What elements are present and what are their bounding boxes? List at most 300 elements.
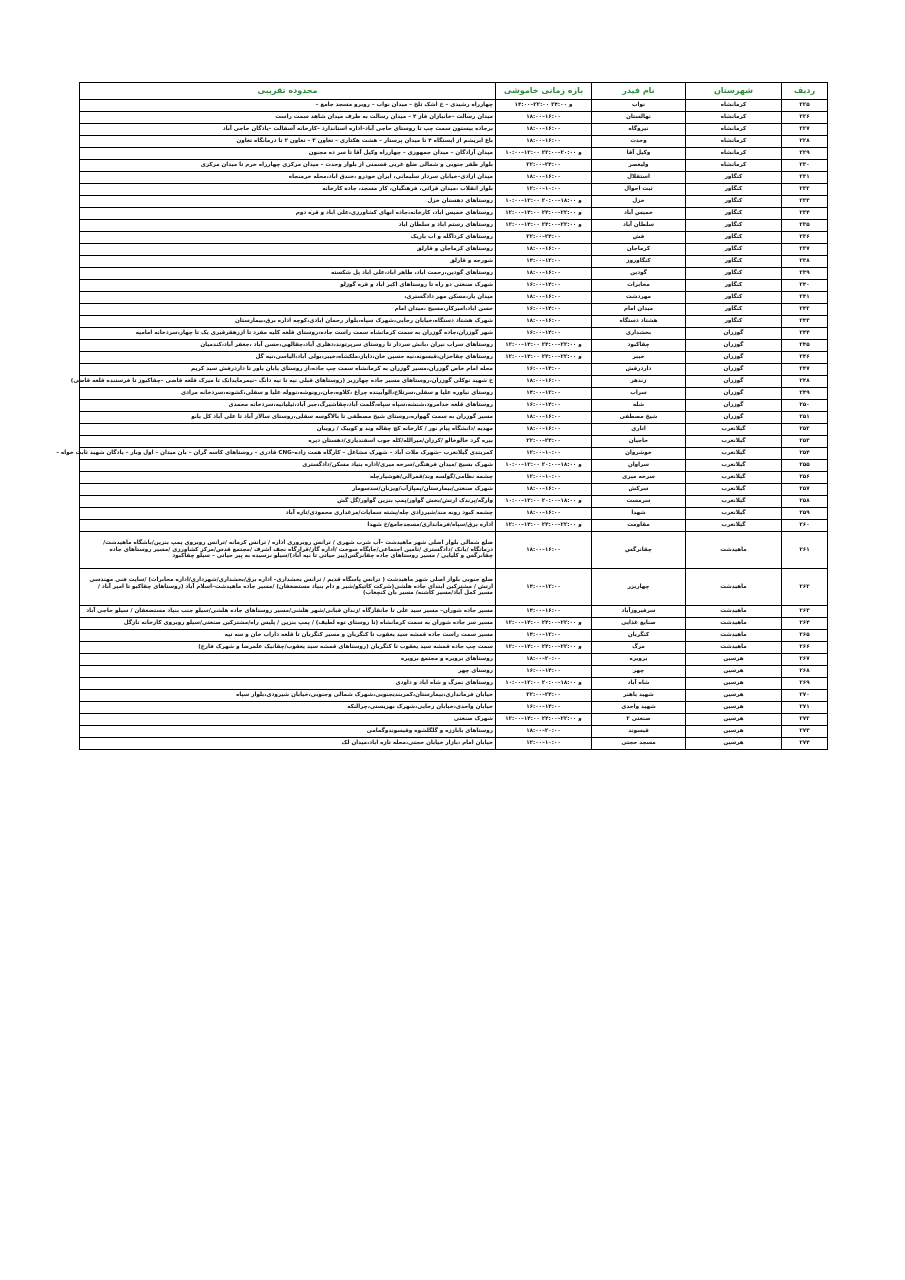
time-cell: ۱۴:۰۰–۱۲:۰۰ [496, 569, 592, 606]
city-cell: گوزران [686, 400, 782, 412]
row-number-cell: ۲۳۵ [782, 220, 828, 232]
row-number-cell: ۲۷۳ [782, 726, 828, 738]
time-cell: ۱۴:۰۰–۲۲:۰۰ و ۲۴:۰۰ [496, 100, 592, 112]
time-cell: ۱۲:۰۰–۱۴:۰۰ و ۲۲:۰۰–۲۴:۰۰ [496, 208, 592, 220]
city-cell: گوزران [686, 388, 782, 400]
city-cell: ماهیدشت [686, 569, 782, 606]
row-number-cell: ۲۷۰ [782, 690, 828, 702]
feeder-cell: شاه آباد [592, 678, 686, 690]
time-cell: ۱۶:۰۰–۱۴:۰۰ [496, 400, 592, 412]
feeder-cell: اتاری [592, 424, 686, 436]
table-row [80, 280, 828, 292]
row-number-cell: ۲۶۰ [782, 520, 828, 532]
feeder-cell: چقانرگس [592, 532, 686, 569]
time-cell: ۱۴:۰۰–۱۲:۰۰ [496, 388, 592, 400]
table-row [80, 666, 828, 678]
area-cell: چشمه نظامی/گولسه وند/قمرالی/هوشیارچله [80, 472, 496, 484]
row-number-cell: ۲۵۲ [782, 424, 828, 436]
city-cell: گوزران [686, 376, 782, 388]
area-cell: شهرک بسیج /میدان فرهنگی/سرخه میری/اداره بنیاد مسکن/دادگستری [80, 460, 496, 472]
table-row [80, 496, 828, 508]
table-row [80, 520, 828, 532]
row-number-cell: ۲۲۸ [782, 136, 828, 148]
feeder-cell: چهر [592, 666, 686, 678]
feeder-cell: نهالستان [592, 112, 686, 124]
feeder-cell: چهاربزر [592, 569, 686, 606]
table-body [56, 100, 828, 750]
time-cell: ۲۲:۰۰–۲۴:۰۰ [496, 232, 592, 244]
table-row [80, 460, 828, 472]
area-cell: بلوار ظفر جنوبی و شمالی ضلع غربی قسمتی از بلوار وحدت – میدان مرکزی چهارراه خرم تا میدان مرکزی [80, 160, 496, 172]
row-number-cell: ۲۳۳ [782, 196, 828, 208]
feeder-cell: مرگ [592, 642, 686, 654]
area-cell: روستاهای سراب نیران ،بانش سردار تا روستای سرپرتوند،دهلری آباد،چقالهی،حسن آباد ،جعفر آباد،کندمیان [80, 340, 496, 352]
area-cell: مسیر گوزران به سمت گهواره،روستای شیخ مصطفی تا بالاگوسه سفلی،روستای سالار آباد تا علی آباد کل بانو [80, 412, 496, 424]
time-cell: ۱۸:۰۰–۱۶:۰۰ [496, 376, 592, 388]
row-number-cell: ۲۵۱ [782, 412, 828, 424]
table-row [80, 208, 828, 220]
table-row [80, 244, 828, 256]
feeder-cell: کرماجان [592, 244, 686, 256]
feeder-cell: استقلال [592, 172, 686, 184]
feeder-cell: میدان امام [592, 304, 686, 316]
time-cell: ۱۲:۰۰–۱۴:۰۰ و ۲۲:۰۰–۲۴:۰۰ [496, 520, 592, 532]
feeder-cell: سرفیروزآباد [592, 606, 686, 618]
feeder-cell: شهید باهنر [592, 690, 686, 702]
row-number-cell: ۲۵۶ [782, 472, 828, 484]
time-cell: ۱۰:۰۰–۱۲:۰۰ و ۱۸:۰۰–۲۰:۰۰ [496, 460, 592, 472]
city-cell: گوزران [686, 340, 782, 352]
table-row [80, 606, 828, 618]
city-cell: کرمانشاه [686, 112, 782, 124]
area-cell: چهارراه رشیدی – خ اشک تلخ – میدان نواب – روبرو مسجد جامع – [80, 100, 496, 112]
area-cell: میدان آزادگان – میدان جمهوری – چهارراه وکیل آقا تا سر ده مجنون [80, 148, 496, 160]
city-cell: کنگاور [686, 196, 782, 208]
time-cell: ۱۶:۰۰–۱۴:۰۰ [496, 666, 592, 678]
area-cell: سمت چپ جاده قمشه سید یعقوب تا کنگربان (روستاهای قمشه سید یعقوب/چقانیک علمرضا و شهرک فارج) [80, 642, 496, 654]
area-cell: روستاهای چقاخزان،قبسونه،نیه حسین خان،دایاز،ملکشاه،خیبر،بولی آباد،الیاسی،نیه گل [80, 352, 496, 364]
row-number-cell: ۲۶۵ [782, 630, 828, 642]
feeder-cell: خزل [592, 196, 686, 208]
row-number-cell: ۲۲۹ [782, 148, 828, 160]
time-cell: ۱۲:۰۰–۱۴:۰۰ و ۲۲:۰۰–۲۴:۰۰ [496, 340, 592, 352]
time-cell: ۱۲:۰۰–۱۰:۰۰ [496, 184, 592, 196]
city-cell: کنگاور [686, 184, 782, 196]
city-cell: گیلانغرب [686, 424, 782, 436]
city-cell: کرمانشاه [686, 148, 782, 160]
feeder-cell: سرخه میری [592, 472, 686, 484]
city-cell: هرسین [686, 666, 782, 678]
table-row [80, 448, 828, 460]
feeder-cell: بروبره [592, 654, 686, 666]
time-cell: ۱۸:۰۰–۱۶:۰۰ [496, 124, 592, 136]
row-number-cell: ۲۴۸ [782, 376, 828, 388]
city-cell: هرسین [686, 690, 782, 702]
city-cell: کرمانشاه [686, 100, 782, 112]
city-cell: کنگاور [686, 208, 782, 220]
row-number-cell: ۲۴۴ [782, 328, 828, 340]
time-cell: ۱۰:۰۰–۱۲:۰۰ و ۱۸:۰۰–۲۰:۰۰ [496, 496, 592, 508]
row-number-cell: ۲۳۷ [782, 244, 828, 256]
table-row [80, 738, 828, 750]
area-cell: روستاهای کرماجان و قارلق [80, 244, 496, 256]
row-number-cell: ۲۷۱ [782, 702, 828, 714]
time-cell: ۱۲:۰۰–۱۴:۰۰ و ۲۲:۰۰–۲۴:۰۰ [496, 352, 592, 364]
city-cell: گیلانغرب [686, 472, 782, 484]
feeder-cell: خیبر [592, 352, 686, 364]
city-cell: ماهیدشت [686, 618, 782, 630]
area-cell: روستای چهر [80, 666, 496, 678]
time-cell: ۱۸:۰۰–۱۶:۰۰ [496, 532, 592, 569]
time-cell: ۱۲:۰۰–۱۴:۰۰ و ۲۲:۰۰–۲۴:۰۰ [496, 642, 592, 654]
row-number-cell: ۲۵۰ [782, 400, 828, 412]
table-row [80, 196, 828, 208]
area-cell: خ شهید نوکلی گوزران،روستاهای مسیر جاده چهارزبر (روستاهای قبلی نیه تا نیه دانگ –نیمرمایدانک تا میرک قلعه قاضی –چقاکبوز تا فرستنده قلعه قاضی) [80, 376, 496, 388]
time-cell: ۱۰:۰۰–۱۲:۰۰ و ۱۸:۰۰–۲۰:۰۰ [496, 196, 592, 208]
city-cell: کنگاور [686, 292, 782, 304]
city-cell: کنگاور [686, 220, 782, 232]
area-cell: شهرک هشتاد دستگاه،خیابان رجایی،شهرک سپاه،بلوار رحمان ابادی،کوچه اداره برق،بیمارستان [80, 316, 496, 328]
table-row [80, 400, 828, 412]
area-cell: میدان بار،مسکن مهر دادگستری، [80, 292, 496, 304]
row-number-cell: ۲۴۵ [782, 340, 828, 352]
city-cell: ماهیدشت [686, 630, 782, 642]
table-row [80, 376, 828, 388]
feeder-cell: گودین [592, 268, 686, 280]
row-number-cell: ۲۶۷ [782, 654, 828, 666]
row-number-cell: ۲۶۱ [782, 532, 828, 569]
time-cell: ۱۸:۰۰–۱۶:۰۰ [496, 424, 592, 436]
city-cell: کنگاور [686, 244, 782, 256]
table-row [80, 364, 828, 376]
table-row [80, 618, 828, 630]
table-row [80, 388, 828, 400]
header-feeder: نام فیدر [592, 83, 686, 100]
feeder-cell: بخشداری [592, 328, 686, 340]
row-number-cell: ۲۶۸ [782, 666, 828, 678]
table-row [80, 232, 828, 244]
feeder-cell: ثبت احوال [592, 184, 686, 196]
feeder-cell: زندهر [592, 376, 686, 388]
row-number-cell: ۲۳۰ [782, 160, 828, 172]
city-cell: گوزران [686, 412, 782, 424]
outage-table-sheet [56, 82, 827, 750]
table-row [80, 112, 828, 124]
time-cell: ۱۲:۰۰–۱۴:۰۰ و ۲۲:۰۰–۲۴:۰۰ [496, 714, 592, 726]
row-number-cell: ۲۶۴ [782, 618, 828, 630]
city-cell: کرمانشاه [686, 124, 782, 136]
row-number-cell: ۲۴۳ [782, 316, 828, 328]
area-cell: اداره برق/سپاه/فرمانداری/مسجدجامع/خ شهدا [80, 520, 496, 532]
header-row-number: ردیف [782, 83, 828, 100]
time-cell: ۲۲:۰۰–۲۴:۰۰ [496, 690, 592, 702]
table-row [80, 472, 828, 484]
city-cell: گیلانغرب [686, 484, 782, 496]
row-number-cell: ۲۳۸ [782, 256, 828, 268]
table-row [80, 172, 828, 184]
city-cell: گیلانغرب [686, 496, 782, 508]
time-cell: ۱۴:۰۰–۱۶:۰۰ [496, 606, 592, 618]
feeder-cell: مخابرات [592, 280, 686, 292]
city-cell: هرسین [686, 678, 782, 690]
city-cell: کنگاور [686, 304, 782, 316]
city-cell: کنگاور [686, 256, 782, 268]
area-cell: شورجه و قارلق [80, 256, 496, 268]
table-row [80, 726, 828, 738]
feeder-cell: قیسوند [592, 726, 686, 738]
row-number-cell: ۲۷۲ [782, 714, 828, 726]
time-cell: ۱۶:۰۰–۱۴:۰۰ [496, 304, 592, 316]
table-header-row [80, 83, 828, 100]
city-cell: هرسین [686, 702, 782, 714]
table-row [80, 702, 828, 714]
area-cell: ضلع شمالی بلوار اصلی شهر ماهیدشت –آب شرب شهری / ترانس روبروری اداره / ترانس کرمانه /ترانس روبروی پمپ بنزین/باشگاه ماهیدشت/ درمانگاه /بانک /دادگستری /تامین اجتماعی/جایگاه سوخت /اداره گاز/قرارگاه نجف اشرف /مجتمع قدس/مرکز کشاورزی /مسیر روستاهای جاده چقانرگس و کلیایی / مسیر روستاهای جاده چقانرگس(پیر حیاتی تا نیه آباد)/سیلو نرسیده به پیر حیاتی – سیلو چقاکبود [80, 532, 496, 569]
city-cell: ماهیدشت [686, 642, 782, 654]
time-cell: ۱۴:۰۰–۱۲:۰۰ [496, 256, 592, 268]
row-number-cell: ۲۲۷ [782, 124, 828, 136]
row-number-cell: ۲۵۳ [782, 436, 828, 448]
city-cell: گیلانغرب [686, 448, 782, 460]
time-cell: ۱۲:۰۰–۱۰:۰۰ [496, 448, 592, 460]
header-city: شهرستان [686, 83, 782, 100]
feeder-cell: سلطان آباد [592, 220, 686, 232]
row-number-cell: ۲۳۲ [782, 184, 828, 196]
city-cell: گیلانغرب [686, 436, 782, 448]
time-cell: ۱۸:۰۰–۱۶:۰۰ [496, 316, 592, 328]
area-cell: روستاهای قلعه خدامرود،شنشه،سپاه سپاه،گلمت آباد،چقاشیرگ،جبر آباد،ئیلیانیه،سردخانه محمدی [80, 400, 496, 412]
time-cell: ۱۸:۰۰–۱۶:۰۰ [496, 136, 592, 148]
feeder-cell: صنعتی ۲ [592, 714, 686, 726]
feeder-cell: هشتاد دستگاه [592, 316, 686, 328]
feeder-cell: وکیل آقا [592, 148, 686, 160]
table-row [80, 148, 828, 160]
table-row [80, 268, 828, 280]
feeder-cell: چقاکبود [592, 340, 686, 352]
city-cell: ماهیدشت [686, 532, 782, 569]
city-cell: کنگاور [686, 280, 782, 292]
feeder-cell: داردرفش [592, 364, 686, 376]
area-cell: مسیر سمت راست جاده قمشه سید یعقوب تا کنگربان و مسیر کنگربان تا قلعه داراب خان و سه تپه [80, 630, 496, 642]
time-cell: ۲۲:۰۰–۲۴:۰۰ [496, 160, 592, 172]
feeder-cell: خوشروان [592, 448, 686, 460]
table-row [80, 424, 828, 436]
table-row [80, 136, 828, 148]
table-row [80, 412, 828, 424]
time-cell: ۱۸:۰۰–۱۶:۰۰ [496, 112, 592, 124]
table-row [80, 678, 828, 690]
row-number-cell: ۲۴۰ [782, 280, 828, 292]
feeder-cell: شیخ مصطفی [592, 412, 686, 424]
time-cell: ۱۸:۰۰–۱۶:۰۰ [496, 508, 592, 520]
table-row [80, 100, 828, 112]
area-cell: چشمه کبود رونه مند/شیرزادی چله/پشته سمایات/مرغداری محمودی/تازه آباد [80, 508, 496, 520]
time-cell: ۲۲:۰۰–۲۴:۰۰ [496, 436, 592, 448]
table-row [80, 328, 828, 340]
outage-schedule-table [56, 82, 828, 750]
area-cell: روستاهای باباززه و گلگلشوه وقیسوندوگمامی [80, 726, 496, 738]
area-cell: خیابان امام ،بازار خیابان حجتی،محله تازه اباد،میدان لک [80, 738, 496, 750]
area-cell: مسیر جاده شوران– مسیر سید علی تا جانقارگاه /زندان قبانی/شهر هلشی/مسیر روستاهای جاده هلشی/سیلو جنب بنیاد مستضعفان / سیلو حاجی آباد [80, 606, 496, 618]
table-row [80, 630, 828, 642]
area-cell: شهر گوزران،جاده گوزران به سمت کرمانشاه سمت راست جاده،روستای قلعه کلیه مفرد تا ازرهقرقیری یک تا چهار،سردخانه امامیه [80, 328, 496, 340]
area-cell: روستاهای نمرگ و شاه اباد و داودی [80, 678, 496, 690]
table-row [80, 642, 828, 654]
row-number-cell: ۲۳۹ [782, 268, 828, 280]
row-number-cell: ۲۷۴ [782, 738, 828, 750]
table-row [80, 340, 828, 352]
feeder-cell: سرمست [592, 496, 686, 508]
area-cell: حسن اباد،امیرکار،مسیح ،میدان امام [80, 304, 496, 316]
area-cell: مهدیه /دانشگاه پیام نور / کارخانه کچ چقاله وند و کوبیک / رویبان [80, 424, 496, 436]
table-row [80, 256, 828, 268]
time-cell: ۱۸:۰۰–۱۶:۰۰ [496, 292, 592, 304]
city-cell: گیلانغرب [686, 460, 782, 472]
table-row [80, 484, 828, 496]
city-cell: کرمانشاه [686, 160, 782, 172]
city-cell: کنگاور [686, 316, 782, 328]
feeder-cell: حاجیان [592, 436, 686, 448]
area-cell: وارگه/پرندک ارتش/بخش گواور/پمپ بنزین گواور/گل گش [80, 496, 496, 508]
table-row [80, 316, 828, 328]
area-cell: باغ ابریشم از ایستگاه ۴ تا میدان پرستار – هشت هکتاری – تعاون ۳ – تعاون ۲ تا درمانگاه تعاون [80, 136, 496, 148]
area-cell: بیره گرد خالوخالو /کرزان/میرالله/کله جوب اسفندیاری/دهستان دیره [80, 436, 496, 448]
feeder-cell: نواب [592, 100, 686, 112]
area-cell: ضلع جنوبی بلوار اصلی شهر ماهیدشت ( ترانس پاسگاه قدیم / ترانس بخشداری– اداره برق/بخشداری/شهرداری/اداره مخابرات) /سایت فنی مهندسی ارتش / مشترکین ابتدای جاده هلشی(شرکت کاتیکو/شیر و دام بنیاد مستضعفان) /مسیر جاده ماهیدشت–اسلام آباد (روستاهای چقاکبو تا امیر آباد / مسیر کمل آباد/مسیر کاشنه/ مسیر بان کنچغاب) [80, 569, 496, 606]
time-cell: ۱۶:۰۰–۱۴:۰۰ [496, 364, 592, 376]
time-cell: ۱۰:۰۰–۱۲:۰۰ و ۱۸:۰۰–۲۰:۰۰ [496, 678, 592, 690]
time-cell: ۱۸:۰۰–۲۰:۰۰ [496, 654, 592, 666]
area-cell: شهرک صنعتی دو راه تا روستاهای اکبر اباد و قره گوزلو [80, 280, 496, 292]
city-cell: گیلانغرب [686, 508, 782, 520]
city-cell: کنگاور [686, 268, 782, 280]
row-number-cell: ۲۲۵ [782, 100, 828, 112]
row-number-cell: ۲۳۴ [782, 208, 828, 220]
area-cell: شهرک صنعتی/بیمارستان/پمپاژآب/ویزنان/سدسومار [80, 484, 496, 496]
feeder-cell: شهدا [592, 508, 686, 520]
area-cell: روستاهای خمیس اباد، کارخانه،جاده ابهای کشاورزی،علی اباد و قره دوم [80, 208, 496, 220]
feeder-cell: وحدت [592, 136, 686, 148]
time-cell: ۱۸:۰۰–۱۶:۰۰ [496, 484, 592, 496]
row-number-cell: ۲۶۳ [782, 606, 828, 618]
row-number-cell: ۲۶۹ [782, 678, 828, 690]
time-cell: ۱۸:۰۰–۱۶:۰۰ [496, 268, 592, 280]
area-cell: بلوار انقلاب ،میدان قرائی، فرهنگیان، کاز مسجد، جاده کارخانه [80, 184, 496, 196]
city-cell: هرسین [686, 738, 782, 750]
area-cell: روستای نیاوره علیا و سفلی،سرتلاخ،الوآیینده چراغ ،کلاوه،جان،رونوشه،نووله علیا و سفلی،کشونه،سردخانه مرادی [80, 388, 496, 400]
table-row [80, 124, 828, 136]
time-cell: ۱۶:۰۰–۱۴:۰۰ [496, 328, 592, 340]
table-row [80, 184, 828, 196]
area-cell: روستاهای کرداگله و اب باریک [80, 232, 496, 244]
row-number-cell: ۲۳۱ [782, 172, 828, 184]
row-number-cell: ۲۵۵ [782, 460, 828, 472]
city-cell: کنگاور [686, 172, 782, 184]
area-cell: روستاهای دهستان خزل [80, 196, 496, 208]
city-cell: هرسین [686, 726, 782, 738]
table-row [80, 714, 828, 726]
time-cell: ۱۲:۰۰–۱۰:۰۰ [496, 738, 592, 750]
table-row [80, 304, 828, 316]
area-cell: روستاهای برویره و مجتمع برویره [80, 654, 496, 666]
feeder-cell: ولیعصر [592, 160, 686, 172]
feeder-cell: شله [592, 400, 686, 412]
feeder-cell: کنگربان [592, 630, 686, 642]
city-cell: گوزران [686, 328, 782, 340]
time-cell: ۱۸:۰۰–۱۶:۰۰ [496, 244, 592, 256]
area-cell: محله امام خاص گوزران،مسیر گوزران به کرمانشاه سمت چپ جاده،از روستای یابان باور تا داردرفش سید کریم [80, 364, 496, 376]
table-row [80, 292, 828, 304]
city-cell: کرمانشاه [686, 136, 782, 148]
table-row [80, 352, 828, 364]
feeder-cell: سرکش [592, 484, 686, 496]
feeder-cell: مقاومت [592, 520, 686, 532]
area-cell: میدان رسالت –خانبازان فاز ۴ – میدان رسالت به طرف میدان شاهد سمت راست [80, 112, 496, 124]
table-row [80, 690, 828, 702]
time-cell: ۱۶:۰۰–۱۴:۰۰ [496, 280, 592, 292]
table-row [80, 508, 828, 520]
city-cell: هرسین [686, 714, 782, 726]
feeder-cell: سراوان [592, 460, 686, 472]
table-row [80, 569, 828, 606]
row-number-cell: ۲۴۷ [782, 364, 828, 376]
city-cell: گوزران [686, 352, 782, 364]
row-number-cell: ۲۵۸ [782, 496, 828, 508]
row-number-cell: ۲۴۶ [782, 352, 828, 364]
time-cell: ۱۸:۰۰–۱۶:۰۰ [496, 172, 592, 184]
city-cell: گیلانغرب [686, 520, 782, 532]
row-number-cell: ۲۳۶ [782, 232, 828, 244]
row-number-cell: ۲۶۲ [782, 569, 828, 606]
time-cell: ۱۰:۰۰–۱۲:۰۰ و ۲۰:۰۰–۲۲:۰۰ [496, 148, 592, 160]
feeder-cell: مسجد حجتی [592, 738, 686, 750]
time-cell: ۱۸:۰۰–۱۶:۰۰ [496, 412, 592, 424]
table-row [80, 220, 828, 232]
area-cell: خیابان فرمانداری،بیمارستان،کمربندیجنوبی،شهرک شمالی وجنوبی،خیابان شیرودی،بلوار سپاه [80, 690, 496, 702]
city-cell: کنگاور [686, 232, 782, 244]
time-cell: ۱۲:۰۰–۱۴:۰۰ و ۲۲:۰۰–۲۴:۰۰ [496, 618, 592, 630]
area-cell: کمربندی گیلانغرب –شهرک ملات آباد – شهرک مشاغل – کارگاه همت زاده–CNG قادری – روستاهای کاسه گران – بان میدان – اول وبار – یادگان شهید ثابت خواه – [80, 448, 496, 460]
city-cell: ماهیدشت [686, 606, 782, 618]
row-number-cell: ۲۶۶ [782, 642, 828, 654]
area-cell: میدان ازادی–خیابان سردار سلیمانی، ایران خودرو ،خندق اباد،محله خرمنجاه [80, 172, 496, 184]
feeder-cell: نیروگاه [592, 124, 686, 136]
time-cell: ۱۲:۰۰–۱۰:۰۰ [496, 472, 592, 484]
area-cell: شهرک صنعتی [80, 714, 496, 726]
header-area: محدوده تقریبی [80, 83, 496, 100]
row-number-cell: ۲۲۶ [782, 112, 828, 124]
table-row [80, 654, 828, 666]
feeder-cell: مهردشت [592, 292, 686, 304]
table-row [80, 436, 828, 448]
area-cell: برجاده بیستون سمت چپ تا روستای حاجی آباد–اداره استاندارد –کارخانه آسفالت –یادگان حاجی آباد [80, 124, 496, 136]
table-row [80, 160, 828, 172]
feeder-cell: سراب [592, 388, 686, 400]
row-number-cell: ۲۵۷ [782, 484, 828, 496]
row-number-cell: ۲۴۲ [782, 304, 828, 316]
feeder-cell: شهید واحدی [592, 702, 686, 714]
area-cell: روستاهای رستم اباد و سلطان اباد [80, 220, 496, 232]
feeder-cell: فش [592, 232, 686, 244]
row-number-cell: ۲۵۹ [782, 508, 828, 520]
feeder-cell: صنایع غذایی [592, 618, 686, 630]
city-cell: گوزران [686, 364, 782, 376]
city-cell: هرسین [686, 654, 782, 666]
time-cell: ۱۲:۰۰–۱۴:۰۰ و ۲۲:۰۰–۲۴:۰۰ [496, 220, 592, 232]
row-number-cell: ۲۵۴ [782, 448, 828, 460]
feeder-cell: خمیس آباد [592, 208, 686, 220]
table-row [80, 532, 828, 569]
header-time: بازه زمانی خاموشی [496, 83, 592, 100]
